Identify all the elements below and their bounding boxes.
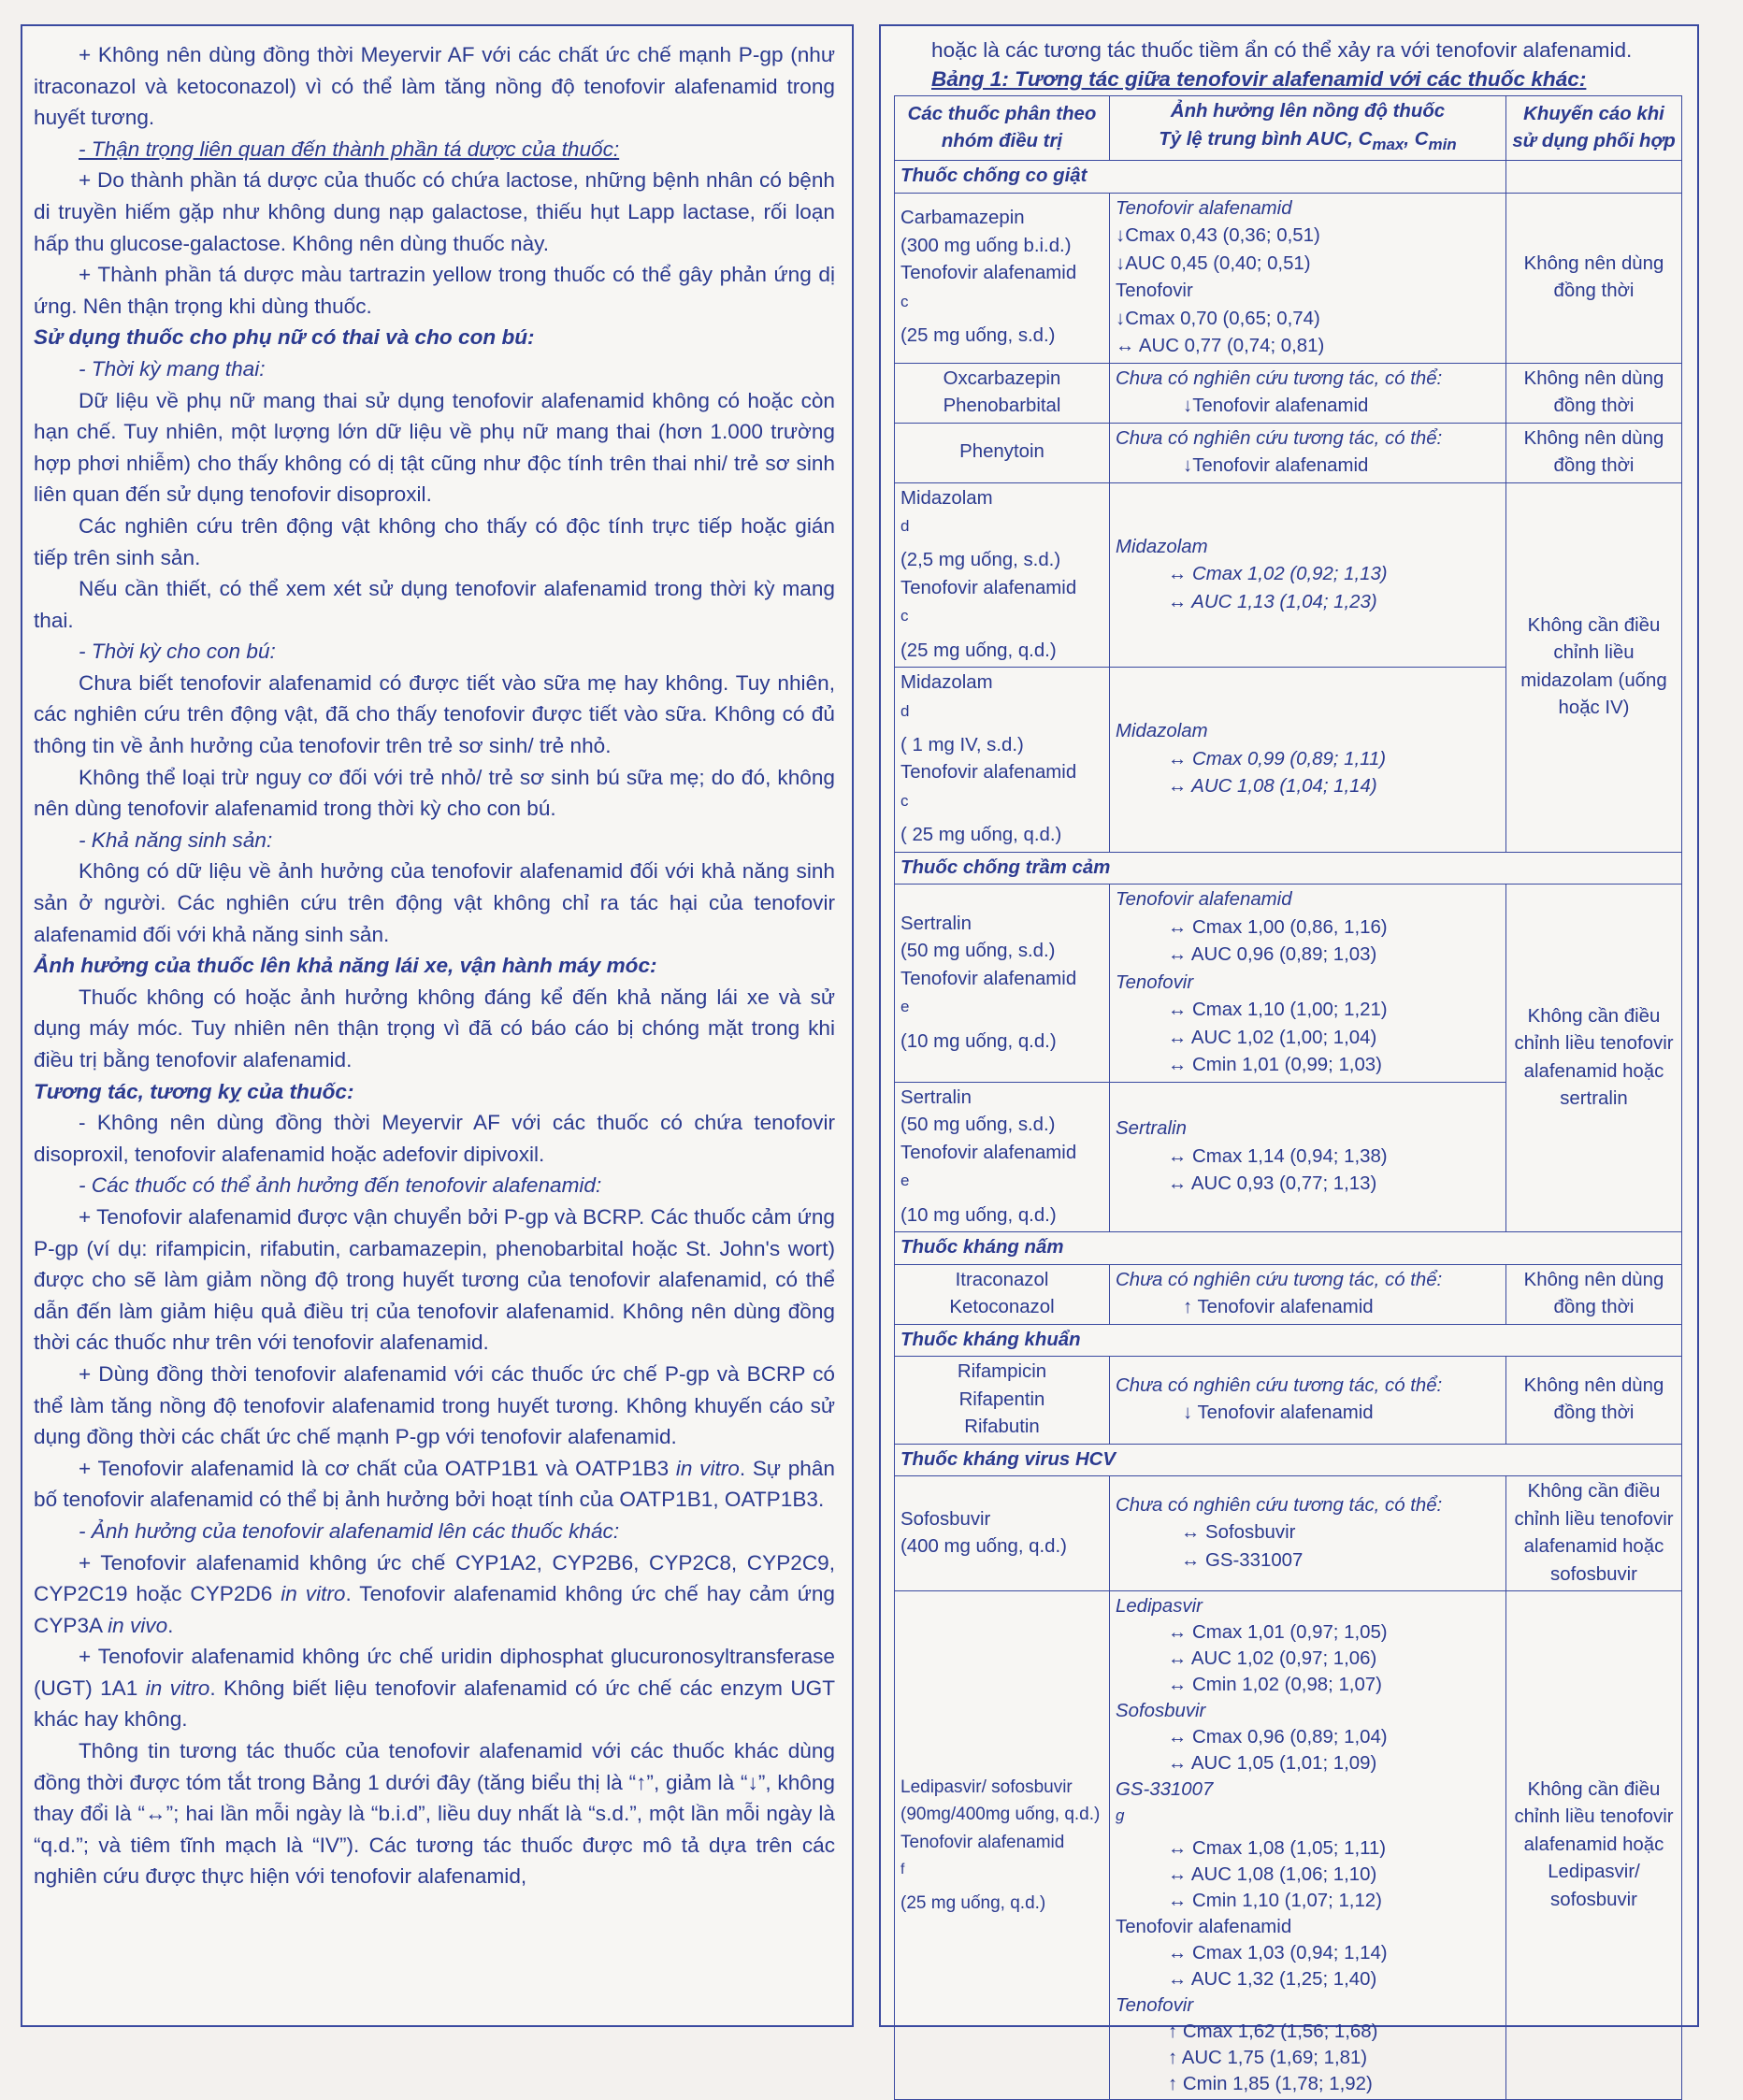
empty-cell — [1506, 161, 1682, 194]
table-row — [895, 193, 1682, 363]
effect-cell — [1110, 668, 1506, 853]
drug-text: Tenofovir alafenamid — [900, 1142, 1077, 1163]
effect-line: Tenofovir — [1116, 971, 1194, 993]
interaction-table — [894, 95, 1682, 2100]
text-run-italic: in vitro — [145, 1676, 210, 1700]
table-row — [895, 1591, 1682, 2100]
drug-line — [900, 669, 1103, 732]
paragraph: + Dùng đồng thời tenofovir alafenamid với các thuốc ức chế P-gp và BCRP có thể làm tăng nồng độ tenofovir alafenamid trong huyết tương. Không khuyến cáo sử dụng đồng thời các chất ức chế mạnh P-gp với tenofovir alafenamid. — [34, 1361, 835, 1449]
effect-line: ↔ Cmax 1,03 (0,94; 1,14) — [1168, 1942, 1388, 1963]
effect-line: ↔ Cmax 1,08 (1,05; 1,11) — [1168, 1837, 1387, 1859]
recommendation-cell: Không nên dùng đồng thời — [1506, 193, 1682, 363]
drug-line: (50 mg uống, s.d.) — [900, 941, 1056, 962]
effect-line: ↔ Cmax 1,02 (0,92; 1,13) — [1168, 564, 1388, 585]
drug-text: Tenofovir alafenamid — [900, 968, 1077, 989]
effect-line: ↔ Cmax 1,14 (0,94; 1,38) — [1168, 1145, 1388, 1167]
footnote-mark: d — [900, 701, 910, 720]
paragraph: - Không nên dùng đồng thời Meyervir AF với các thuốc có chứa tenofovir disoproxil, tenofovir alafenamid hoặc adefovir dipivoxil. — [34, 1111, 835, 1166]
subheading: - Ảnh hưởng của tenofovir alafenamid lên các thuốc khác: — [79, 1518, 620, 1543]
paragraph: + Tenofovir alafenamid được vận chuyển bởi P-gp và BCRP. Các thuốc cảm ứng P-gp (ví dụ: rifampicin, rifabutin, carbamazepin, phenobarbital hoặc St. John's wort) được cho sẽ làm giảm nồng độ trong huyết tương của tenofovir alafenamid, có thể dẫn đến làm giảm hiệu quả điều trị của tenofovir alafenamid. Không nên dùng đồng thời các thuốc như trên với tenofovir alafenamid. — [34, 1204, 835, 1355]
paragraph — [34, 1641, 835, 1735]
drug-cell — [895, 885, 1110, 1083]
text-run: . Không biết liệu tenofovir alafenamid có ức chế các enzym UGT khác hay không. — [34, 1676, 836, 1732]
effect-line: ↔ AUC 0,93 (0,77; 1,13) — [1168, 1173, 1377, 1195]
effect-line: Sertralin — [1116, 1118, 1187, 1140]
effect-line: Tenofovir — [1116, 1994, 1194, 2016]
paragraph — [34, 1547, 835, 1642]
effect-cell — [1110, 482, 1506, 668]
effect-line: ↑ Cmax 1,62 (1,56; 1,68) — [1168, 2021, 1378, 2042]
drug-line: Rifabutin — [964, 1417, 1040, 1438]
effect-line: ↓AUC 0,45 (0,40; 0,51) — [1116, 252, 1311, 274]
drug-line: Oxcarbazepin — [943, 367, 1061, 389]
table-row — [895, 1357, 1682, 1445]
drug-line: (400 mg uống, q.d.) — [900, 1536, 1067, 1558]
text-run: . Tenofovir alafenamid không ức chế hay cảm ứng CYP3A — [34, 1582, 836, 1637]
recommendation-cell: Không cần điều chỉnh liều midazolam (uống hoặc IV) — [1506, 482, 1682, 852]
drug-cell — [895, 1591, 1110, 2100]
effect-line: ↔ AUC 1,05 (1,01; 1,09) — [1168, 1753, 1377, 1775]
effect-line: ↔ Cmax 1,10 (1,00; 1,21) — [1168, 1000, 1388, 1021]
paragraph: Dữ liệu về phụ nữ mang thai sử dụng tenofovir alafenamid không có hoặc còn hạn chế. Tuy nhiên, một lượng lớn dữ liệu về phụ nữ mang thai (hơn 1.000 trường hợp phơi nhiễm) cho thấy không có dị tật cũng như độc tính trên thai nhi/ trẻ sơ sinh liên quan đến sử dụng tenofovir disoproxil. — [34, 388, 835, 507]
effect-line: ↔ Cmax 1,00 (0,86, 1,16) — [1168, 916, 1388, 938]
left-column — [21, 24, 854, 2027]
recommendation-cell: Không cần điều chỉnh liều tenofovir alafenamid hoặc sofosbuvir — [1506, 1476, 1682, 1591]
section-heading: Ảnh hưởng của thuốc lên khả năng lái xe, vận hành máy móc: — [34, 954, 657, 978]
paragraph: Thông tin tương tác thuốc của tenofovir alafenamid với các thuốc khác dùng đồng thời được tóm tắt trong Bảng 1 dưới đây (tăng biểu thị là “↑”, giảm là “↓”, không thay đổi là “↔”; hai lần mỗi ngày là “b.i.d”, liều duy nhất là “s.d.”, một lần mỗi ngày là “q.d.”; và tiêm tĩnh mạch là “IV”). Các tương tác thuốc được mô tả dựa trên các nghiên cứu được thực hiện với tenofovir alafenamid, — [34, 1739, 835, 1889]
effect-line: Tenofovir — [1116, 280, 1193, 302]
drug-text: Tenofovir alafenamid — [900, 577, 1077, 598]
section-heading: Tương tác, tương kỵ của thuốc: — [34, 1079, 354, 1103]
effect-cell — [1110, 1082, 1506, 1231]
drug-line: (25 mg uống, q.d.) — [900, 640, 1057, 661]
right-column — [879, 24, 1699, 2094]
table-row — [895, 423, 1682, 482]
drug-line: ( 25 mg uống, q.d.) — [900, 825, 1062, 846]
drug-line: Sofosbuvir — [900, 1508, 991, 1530]
effect-line: Sofosbuvir — [1116, 1701, 1206, 1722]
drug-text: Tenofovir alafenamid — [900, 263, 1077, 284]
effect-line: ↓ Tenofovir alafenamid — [1183, 1402, 1374, 1424]
effect-cell — [1110, 1357, 1506, 1445]
paragraph: Thuốc không có hoặc ảnh hưởng không đáng kể đến khả năng lái xe và sử dụng máy móc. Tuy nhiên nên thận trọng vì đã có báo cáo bị chóng mặt trong khi điều trị bằng tenofovir alafenamid. — [34, 985, 835, 1072]
header-line: Tỷ lệ trung bình AUC, C — [1159, 128, 1373, 150]
drug-cell — [895, 363, 1110, 423]
effect-line: ↓Cmax 0,43 (0,36; 0,51) — [1116, 225, 1320, 247]
paragraph: + Không nên dùng đồng thời Meyervir AF với các chất ức chế mạnh P-gp (như itraconazol và ketoconazol) vì có thể làm tăng nồng độ tenofovir alafenamid trong huyết tương. — [34, 43, 835, 130]
subscript: min — [1428, 135, 1457, 153]
effect-cell — [1110, 193, 1506, 363]
subscript: max — [1372, 135, 1404, 153]
effect-line: Chưa có nghiên cứu tương tác, có thể: — [1116, 1374, 1443, 1396]
drug-line: Phenobarbital — [943, 396, 1061, 417]
drug-line — [900, 1829, 1103, 1890]
subheading: - Khả năng sinh sản: — [79, 827, 273, 852]
drug-cell — [895, 482, 1110, 668]
effect-line: ↔ AUC 1,32 (1,25; 1,40) — [1168, 1968, 1377, 1990]
footnote-mark: e — [900, 1172, 910, 1190]
drug-cell — [895, 1476, 1110, 1591]
drug-line: ( 1 mg IV, s.d.) — [900, 734, 1024, 755]
effect-line: ↔ GS-331007 — [1181, 1549, 1304, 1571]
effect-line: Chưa có nghiên cứu tương tác, có thể: — [1116, 1494, 1443, 1516]
paragraph: Nếu cần thiết, có thể xem xét sử dụng tenofovir alafenamid trong thời kỳ mang thai. — [34, 577, 835, 632]
recommendation-cell: Không nên dùng đồng thời — [1506, 1264, 1682, 1324]
subheading-text: - Thận trọng liên quan đến thành phần tá dược của thuốc: — [79, 137, 620, 161]
drug-text: Midazolam — [900, 672, 993, 694]
drug-line: Ledipasvir/ sofosbuvir — [900, 1776, 1073, 1797]
paragraph: Không thể loại trừ nguy cơ đối với trẻ nhỏ/ trẻ sơ sinh bú sữa mẹ; do đó, không nên dùng tenofovir alafenamid trong thời kỳ cho con bú. — [34, 765, 835, 821]
effect-line: Tenofovir alafenamid — [1116, 197, 1292, 219]
effect-line: ↓Tenofovir alafenamid — [1183, 396, 1369, 417]
effect-cell — [1110, 1264, 1506, 1324]
subheading — [34, 134, 835, 165]
footnote-mark: f — [900, 1862, 905, 1878]
group-label: Thuốc kháng khuẩn — [895, 1324, 1682, 1357]
text-run: + Tenofovir alafenamid là cơ chất của OATP1B1 và OATP1B3 — [79, 1456, 676, 1480]
drug-cell — [895, 1264, 1110, 1324]
effect-line: ↔ AUC 1,13 (1,04; 1,23) — [1168, 591, 1377, 612]
section-heading: Sử dụng thuốc cho phụ nữ có thai và cho con bú: — [34, 325, 535, 350]
effect-line: Chưa có nghiên cứu tương tác, có thể: — [1116, 367, 1443, 389]
effect-cell — [1110, 423, 1506, 482]
group-row — [895, 852, 1682, 885]
footnote-mark: d — [900, 517, 910, 536]
text-run-italic: in vitro — [675, 1456, 740, 1480]
paragraph: Các nghiên cứu trên động vật không cho thấy có độc tính trực tiếp hoặc gián tiếp trên sinh sản. — [34, 513, 835, 569]
group-row — [895, 1444, 1682, 1476]
effect-line: Chưa có nghiên cứu tương tác, có thể: — [1116, 1269, 1443, 1290]
header-line: Ảnh hưởng lên nồng độ thuốc — [1170, 101, 1446, 122]
recommendation-cell: Không nên dùng đồng thời — [1506, 1357, 1682, 1445]
drug-line: Carbamazepin — [900, 208, 1025, 229]
drug-line — [900, 1140, 1103, 1202]
effect-line: Ledipasvir — [1116, 1596, 1203, 1618]
effect-line — [1116, 1776, 1500, 1835]
column-header: Các thuốc phân theo nhóm điều trị — [895, 96, 1110, 161]
group-row — [895, 1232, 1682, 1265]
group-label: Thuốc kháng virus HCV — [895, 1444, 1682, 1476]
footnote-mark: g — [1116, 1806, 1125, 1825]
drug-line: Itraconazol — [955, 1269, 1049, 1290]
drug-line — [900, 260, 1103, 323]
effect-cell — [1110, 885, 1506, 1083]
drug-cell — [895, 1357, 1110, 1445]
recommendation-cell: Không nên dùng đồng thời — [1506, 363, 1682, 423]
effect-cell — [1110, 1476, 1506, 1591]
drug-text: Tenofovir alafenamid — [900, 762, 1077, 784]
drug-cell — [895, 668, 1110, 853]
group-label: Thuốc chống co giật — [895, 161, 1506, 194]
subheading: - Thời kỳ cho con bú: — [79, 640, 276, 664]
paragraph: hoặc là các tương tác thuốc tiềm ẩn có thể xảy ra với tenofovir alafenamid. — [931, 38, 1633, 62]
drug-cell — [895, 1082, 1110, 1231]
effect-line: Tenofovir alafenamid — [1116, 1916, 1292, 1937]
effect-line: ↔ Cmin 1,02 (0,98; 1,07) — [1168, 1675, 1382, 1696]
drug-text: Tenofovir alafenamid — [900, 1832, 1065, 1852]
recommendation-cell: Không cần điều chỉnh liều tenofovir alafenamid hoặc Ledipasvir/ sofosbuvir — [1506, 1591, 1682, 2100]
paragraph: Không có dữ liệu về ảnh hưởng của tenofovir alafenamid đối với khả năng sinh sản ở người. Các nghiên cứu trên động vật không chỉ ra tác hại của tenofovir alafenamid đối với khả năng sinh sản. — [34, 859, 835, 946]
table-header-row — [895, 96, 1682, 161]
group-row — [895, 161, 1682, 194]
drug-line: (90mg/400mg uống, q.d.) — [900, 1805, 1101, 1825]
group-label: Thuốc kháng nấm — [895, 1232, 1682, 1265]
effect-line: ↔ Cmax 1,01 (0,97; 1,05) — [1168, 1622, 1388, 1644]
drug-line: (10 mg uống, q.d.) — [900, 1204, 1057, 1226]
paragraph — [34, 1453, 835, 1516]
drug-line: (25 mg uống, s.d.) — [900, 325, 1056, 347]
table-row — [895, 482, 1682, 668]
effect-line: ↔ Cmax 0,99 (0,89; 1,11) — [1168, 748, 1387, 770]
drug-line — [900, 966, 1103, 1028]
effect-line: ↔ Cmin 1,10 (1,07; 1,12) — [1168, 1890, 1382, 1911]
table-row — [895, 363, 1682, 423]
footnote-mark: c — [900, 607, 909, 626]
group-row — [895, 1324, 1682, 1357]
drug-line: (2,5 mg uống, s.d.) — [900, 550, 1061, 571]
drug-cell: Phenytoin — [895, 423, 1110, 482]
effect-line: ↔ AUC 0,96 (0,89; 1,03) — [1168, 944, 1377, 966]
table-caption: Bảng 1: Tương tác giữa tenofovir alafenamid với các thuốc khác: — [931, 67, 1587, 91]
effect-line: ↔ AUC 1,08 (1,04; 1,14) — [1168, 776, 1377, 798]
column-header: Khuyến cáo khi sử dụng phối hợp — [1506, 96, 1682, 161]
effect-line: ↔ AUC 1,08 (1,06; 1,10) — [1168, 1863, 1377, 1885]
effect-line: ↑ Cmin 1,85 (1,78; 1,92) — [1168, 2073, 1373, 2094]
drug-line: (10 mg uống, q.d.) — [900, 1030, 1057, 1052]
effect-cell — [1110, 1591, 1506, 2100]
header-line: , C — [1404, 128, 1429, 150]
effect-line: ↔ AUC 0,77 (0,74; 0,81) — [1116, 336, 1325, 357]
drug-line: Sertralin — [900, 1086, 972, 1108]
text-run: + Tenofovir alafenamid không ức chế CYP1A2, CYP2B6, CYP2C8, CYP2C9, CYP2C19 hoặc CYP2D6 — [34, 1550, 835, 1606]
paragraph: Chưa biết tenofovir alafenamid có được tiết vào sữa mẹ hay không. Tuy nhiên, các nghiên cứu trên động vật, đã cho thấy tenofovir được tiết vào sữa. Không có đủ thông tin về ảnh hưởng của tenofovir trên trẻ sơ sinh/ trẻ nhỏ. — [34, 670, 835, 758]
text-run-italic: in vitro — [281, 1582, 346, 1606]
effect-line: Midazolam — [1116, 536, 1208, 557]
footnote-mark: c — [900, 292, 909, 310]
drug-line: Rifapentin — [958, 1388, 1045, 1410]
drug-line: Ketoconazol — [949, 1297, 1055, 1318]
drug-line: (50 mg uống, s.d.) — [900, 1115, 1056, 1136]
text-run: . Sự phân bố tenofovir alafenamid có thể bị ảnh hưởng bởi hoạt tính của OATP1B1, OATP1B3. — [34, 1456, 835, 1512]
column-header — [1110, 96, 1506, 161]
effect-text: GS-331007 — [1116, 1779, 1214, 1801]
effect-line: ↑ AUC 1,75 (1,69; 1,81) — [1168, 2047, 1368, 2068]
effect-line: ↔ Cmin 1,01 (0,99; 1,03) — [1168, 1055, 1382, 1076]
drug-line: Sertralin — [900, 913, 972, 934]
effect-line: ↔ Sofosbuvir — [1181, 1522, 1296, 1544]
effect-line: Tenofovir alafenamid — [1116, 889, 1292, 911]
drug-line: (25 mg uống, q.d.) — [900, 1892, 1046, 1913]
subheading: - Các thuốc có thể ảnh hưởng đến tenofovir alafenamid: — [79, 1173, 602, 1198]
footnote-mark: c — [900, 791, 909, 810]
effect-line: ↓Tenofovir alafenamid — [1183, 455, 1369, 477]
drug-line — [900, 485, 1103, 548]
effect-line: ↔ Cmax 0,96 (0,89; 1,04) — [1168, 1727, 1388, 1748]
drug-text: Midazolam — [900, 487, 993, 509]
recommendation-cell: Không nên dùng đồng thời — [1506, 423, 1682, 482]
group-label: Thuốc chống trầm cảm — [895, 852, 1682, 885]
effect-line: Chưa có nghiên cứu tương tác, có thể: — [1116, 427, 1443, 449]
drug-line: Rifampicin — [957, 1361, 1047, 1383]
recommendation-cell: Không cần điều chỉnh liều tenofovir alafenamid hoặc sertralin — [1506, 885, 1682, 1232]
drug-line — [900, 759, 1103, 822]
paragraph: + Do thành phần tá dược của thuốc có chứa lactose, những bệnh nhân có bệnh di truyền hiếm gặp như không dung nạp galactose, thiếu hụt Lapp lactase, rối loạn hấp thu glucose-galactose. Không nên dùng thuốc này. — [34, 168, 835, 255]
text-run-italic: in vivo — [108, 1613, 168, 1637]
effect-line: ↔ AUC 1,02 (1,00; 1,04) — [1168, 1027, 1377, 1048]
paragraph: + Thành phần tá dược màu tartrazin yellow trong thuốc có thể gây phản ứng dị ứng. Nên thận trọng khi dùng thuốc. — [34, 263, 835, 318]
table-row — [895, 885, 1682, 1083]
table-row — [895, 1264, 1682, 1324]
effect-line: ↔ AUC 1,02 (0,97; 1,06) — [1168, 1648, 1377, 1670]
effect-line: Midazolam — [1116, 721, 1208, 742]
subheading: - Thời kỳ mang thai: — [79, 356, 266, 381]
effect-line: ↑ Tenofovir alafenamid — [1183, 1297, 1374, 1318]
effect-cell — [1110, 363, 1506, 423]
effect-line: ↓Cmax 0,70 (0,65; 0,74) — [1116, 308, 1320, 329]
table-row — [895, 1476, 1682, 1591]
text-run: + Tenofovir alafenamid không ức chế uridin diphosphat glucuronosyltransferase (UGT) 1A1 — [34, 1645, 835, 1700]
text-run: . — [167, 1613, 174, 1637]
drug-line: (300 mg uống b.i.d.) — [900, 235, 1072, 256]
drug-line — [900, 575, 1103, 638]
footnote-mark: e — [900, 998, 910, 1016]
drug-cell — [895, 193, 1110, 363]
